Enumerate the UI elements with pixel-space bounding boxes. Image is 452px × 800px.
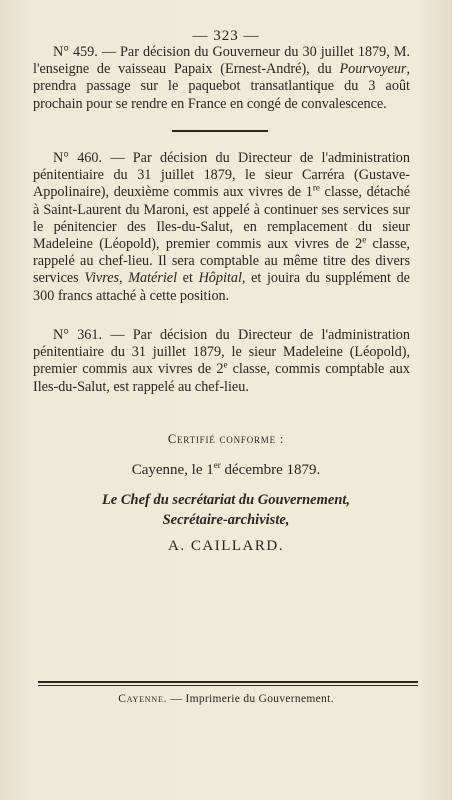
- paragraph-tail: , prendra passage sur le paquebot transatlantique du 3 août prochain pour se rendre en France en congé de convalescence.: [33, 61, 410, 112]
- superscript: re: [312, 182, 320, 193]
- paragraph-text: [33, 150, 410, 305]
- section-divider: [172, 130, 268, 132]
- decision-paragraph-361: [33, 327, 410, 396]
- date-tail: décembre 1879.: [220, 462, 321, 478]
- paragraph-text: [33, 327, 410, 396]
- services-italic: Hôpital,: [198, 270, 246, 287]
- chef-title-line1: Le Chef du secrétariat du Gouvernement,: [101, 492, 351, 508]
- printer-footer: [0, 693, 452, 705]
- closing-date: [0, 462, 452, 479]
- paragraph-middle: et: [177, 270, 199, 287]
- footer-text: — Imprimerie du Gouvernement.: [167, 693, 334, 705]
- superscript: e: [362, 234, 367, 245]
- paragraph-tail: classe, commis comptable aux Iles-du-Salut, est rappelé au chef-lieu.: [33, 361, 410, 395]
- paragraph-lead: N° 460. — Par décision du Directeur de l'administration pénitentiaire du 31 juillet 1879, le sieur Carréra (Gustave-Appolinaire), deuxième commis aux vivres de 1: [33, 150, 410, 201]
- paragraph-tail: et jouira du supplément de 300 francs attaché à cette position.: [33, 270, 410, 304]
- services-italic: Vivres, Matériel: [84, 270, 178, 287]
- footer-rule: [38, 685, 418, 686]
- page-number: — 323 —: [192, 28, 260, 44]
- chef-title-line2: Secrétaire-archiviste,: [162, 512, 290, 528]
- paragraph-lead: N° 459. — Par décision du Gouverneur du 30 juillet 1879, M. l'enseigne de vaisseau Papaix (Ernest-André), du: [33, 44, 410, 78]
- certified-conforme: Certifié conforme :: [167, 432, 285, 446]
- date-superscript: er: [213, 460, 221, 470]
- paragraph-text: [33, 44, 410, 113]
- date-lead: Cayenne, le 1: [131, 462, 214, 478]
- decision-paragraph-460: [33, 150, 410, 305]
- paragraph-middle: classe, rappelé au chef-lieu. Il sera comptable au même titre des divers services: [33, 236, 410, 287]
- chef-title: [0, 490, 452, 530]
- ship-name: Pourvoyeur: [339, 61, 407, 78]
- paragraph-middle: classe, détaché à Saint-Laurent du Maroni, est appelé à continuer ses services sur le pénitencier des Iles-du-Salut, en remplacement du sieur Madeleine (Léopold), premier commis aux vivres de 2: [33, 184, 410, 253]
- footer-rule: [38, 681, 418, 683]
- footer-place: Cayenne.: [118, 693, 168, 705]
- superscript: e: [223, 359, 228, 370]
- signature: A. CAILLARD.: [168, 538, 284, 554]
- decision-paragraph-459: [33, 44, 410, 113]
- paragraph-lead: N° 361. — Par décision du Directeur de l'administration pénitentiaire du 31 juillet 1879, le sieur Madeleine (Léopold), premier commis aux vivres de 2: [33, 327, 410, 378]
